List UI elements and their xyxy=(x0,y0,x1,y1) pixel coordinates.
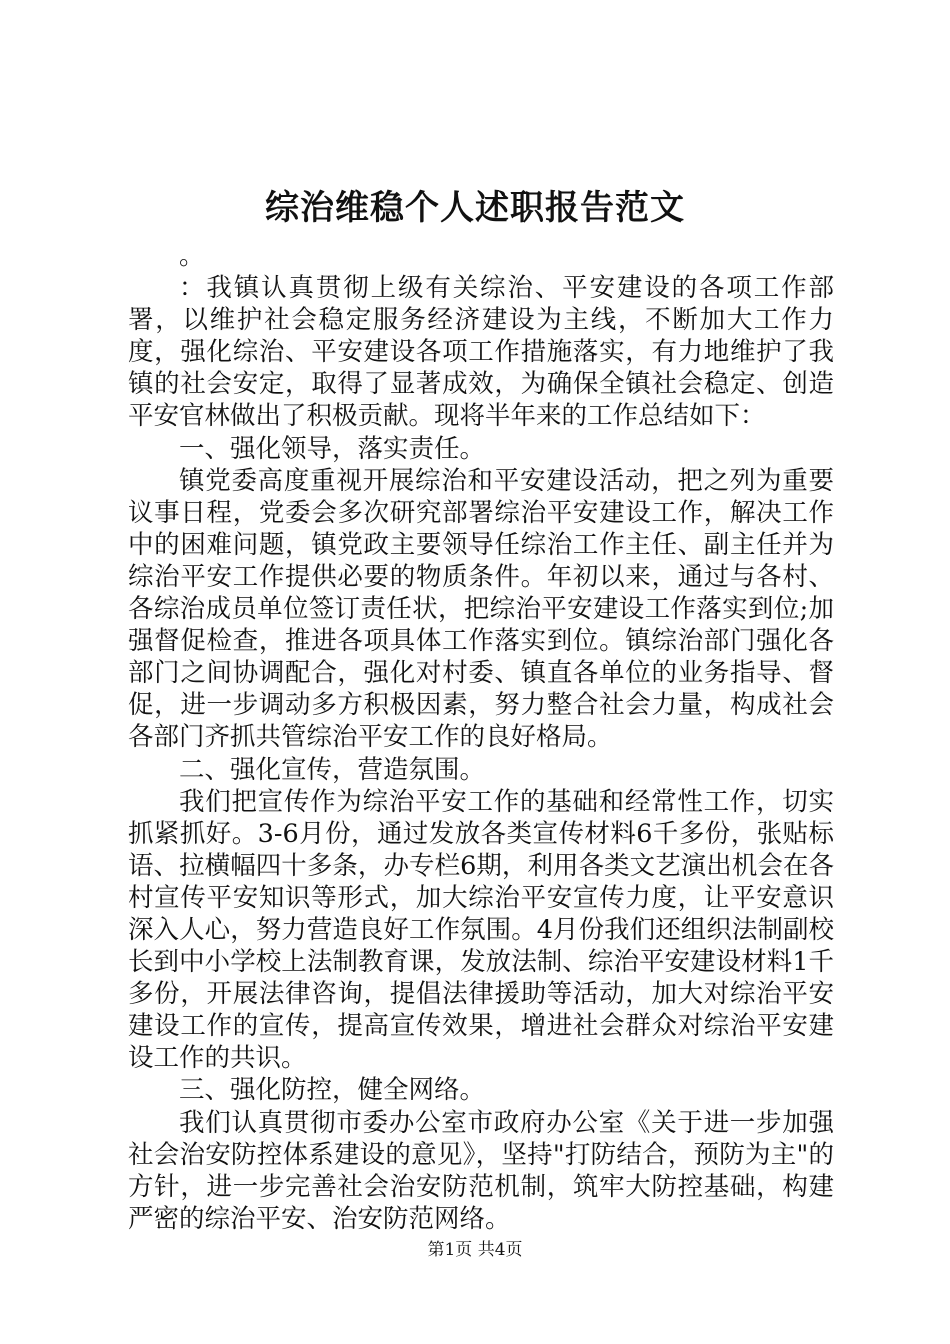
section-heading-prevention: 三、强化防控，健全网络。 xyxy=(179,1075,486,1106)
page-footer: 第1页 共4页 xyxy=(427,1240,523,1260)
paragraph-summary: ：我镇认真贯彻上级有关综治、平安建设的各项工作部署，以维护社会稳定服务经济建设为主线，不断加大工作力度，强化综治、平安建设各项工作措施落实，有力地维护了我镇的社会安定，取得了显著成效，为确保全镇社会稳定、创造平安官林做出了积极贡献。现将半年来的工作总结如下： xyxy=(128,273,834,432)
section-heading-leadership: 一、强化领导，落实责任。 xyxy=(179,433,486,464)
paragraph-intro-mark: 。 xyxy=(179,241,205,271)
paragraph-leadership: 镇党委高度重视开展综治和平安建设活动，把之列为重要议事日程，党委会多次研究部署综治平安建设工作，解决工作中的困难问题，镇党政主要领导任综治工作主任、副主任并为综治平安工作提供必要的物质条件。年初以来，通过与各村、各综治成员单位签订责任状，把综治平安建设工作落实到位;加强督促检查，推进各项具体工作落实到位。镇综治部门强化各部门之间协调配合，强化对村委、镇直各单位的业务指导、督促，进一步调动多方积极因素，努力整合社会力量，构成社会各部门齐抓共管综治平安工作的良好格局。 xyxy=(128,465,834,753)
paragraph-prevention: 我们认真贯彻市委办公室市政府办公室《关于进一步加强社会治安防控体系建设的意见》，坚持"打防结合，预防为主"的方针，进一步完善社会治安防范机制，筑牢大防控基础，构建严密的综治平安、治安防范网络。 xyxy=(128,1107,834,1234)
paragraph-publicity: 我们把宣传作为综治平安工作的基础和经常性工作，切实抓紧抓好。3-6月份，通过发放各类宣传材料6千多份，张贴标语、拉横幅四十多条，办专栏6期，利用各类文艺演出机会在各村宣传平安知识等形式，加大综治平安宣传力度，让平安意识深入人心，努力营造良好工作氛围。4月份我们还组织法制副校长到中小学校上法制教育课，发放法制、综治平安建设材料1千多份，开展法律咨询，提倡法律援助等活动，加大对综治平安建设工作的宣传，提高宣传效果，增进社会群众对综治平安建设工作的共识。 xyxy=(128,786,834,1074)
document-body xyxy=(128,240,834,1235)
document-title: 综治维稳个人述职报告范文 xyxy=(265,188,685,228)
section-heading-publicity: 二、强化宣传，营造氛围。 xyxy=(179,754,486,785)
